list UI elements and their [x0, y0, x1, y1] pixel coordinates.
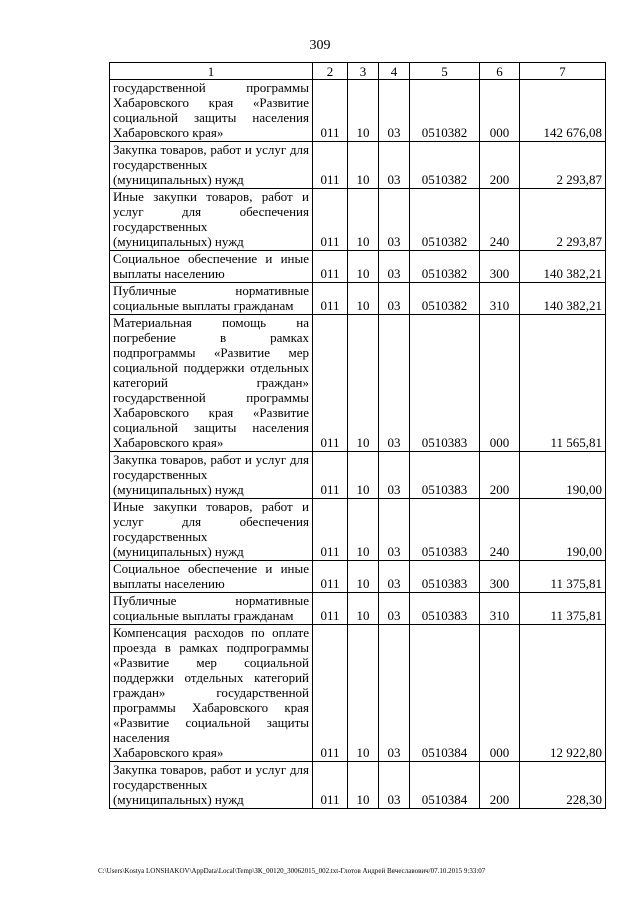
cell-c3: 10 — [348, 561, 379, 593]
cell-c5: 0510382 — [410, 189, 480, 251]
table-row — [110, 593, 606, 625]
cell-c3: 10 — [348, 189, 379, 251]
cell-c7: 142 676,08 — [520, 80, 606, 142]
row-name-line: государственных — [113, 529, 208, 544]
row-name-line: государственной программы — [113, 80, 309, 95]
row-name-cell — [110, 315, 313, 452]
cell-c2: 011 — [313, 499, 348, 561]
cell-c6: 240 — [480, 189, 520, 251]
row-name-line: подпрограммы «Развитие мер — [113, 640, 310, 670]
cell-c6: 000 — [480, 80, 520, 142]
row-name-line: Публичные нормативные — [113, 593, 309, 608]
row-name-line: социальной защиты населения — [113, 420, 309, 435]
cell-c2: 011 — [313, 251, 348, 283]
cell-c2: 011 — [313, 593, 348, 625]
row-name-line: государственной программы — [113, 685, 309, 715]
row-name-line: Иные закупки товаров, работ и — [113, 499, 309, 514]
cell-c3: 10 — [348, 283, 379, 315]
cell-c2: 011 — [313, 625, 348, 762]
cell-c4: 03 — [379, 315, 410, 452]
row-name-cell — [110, 625, 313, 762]
cell-c6: 240 — [480, 499, 520, 561]
row-name-line: Социальное обеспечение и иные — [113, 251, 309, 266]
row-name-line: (муниципальных) нужд — [113, 544, 244, 559]
row-name-line: подпрограммы «Развитие мер — [113, 345, 309, 360]
row-name-line: государственных — [113, 219, 208, 234]
cell-c5: 0510382 — [410, 283, 480, 315]
cell-c6: 300 — [480, 561, 520, 593]
cell-c4: 03 — [379, 762, 410, 809]
header-cell: 3 — [348, 63, 379, 80]
cell-c7: 2 293,87 — [520, 142, 606, 189]
cell-c7: 11 375,81 — [520, 593, 606, 625]
row-name-line: для государственных — [113, 762, 309, 792]
cell-c6: 310 — [480, 593, 520, 625]
header-cell: 1 — [110, 63, 313, 80]
cell-c7: 140 382,21 — [520, 283, 606, 315]
row-name-cell — [110, 593, 313, 625]
row-name-line: выплаты населению — [113, 266, 225, 281]
cell-c4: 03 — [379, 625, 410, 762]
cell-c4: 03 — [379, 561, 410, 593]
row-name-line: Иные закупки товаров, работ и — [113, 189, 309, 204]
cell-c4: 03 — [379, 80, 410, 142]
cell-c5: 0510383 — [410, 452, 480, 499]
row-name-line: оплате проезда в рамках — [113, 625, 309, 655]
cell-c2: 011 — [313, 80, 348, 142]
cell-c6: 000 — [480, 625, 520, 762]
row-name-cell — [110, 561, 313, 593]
table-row — [110, 452, 606, 499]
cell-c3: 10 — [348, 452, 379, 499]
row-name-line: Хабаровского края «Развитие — [113, 405, 309, 420]
row-name-cell — [110, 283, 313, 315]
cell-c7: 190,00 — [520, 452, 606, 499]
cell-c4: 03 — [379, 251, 410, 283]
cell-c5: 0510383 — [410, 499, 480, 561]
cell-c6: 000 — [480, 315, 520, 452]
cell-c2: 011 — [313, 315, 348, 452]
cell-c5: 0510383 — [410, 561, 480, 593]
header-cell: 7 — [520, 63, 606, 80]
cell-c3: 10 — [348, 80, 379, 142]
cell-c5: 0510382 — [410, 251, 480, 283]
table-row — [110, 283, 606, 315]
table-row — [110, 80, 606, 142]
cell-c5: 0510382 — [410, 80, 480, 142]
cell-c6: 200 — [480, 142, 520, 189]
row-name-cell — [110, 762, 313, 809]
row-name-line: (муниципальных) нужд — [113, 482, 244, 497]
row-name-line: Хабаровского края» — [113, 125, 224, 140]
cell-c7: 11 375,81 — [520, 561, 606, 593]
row-name-line: Публичные нормативные — [113, 283, 309, 298]
row-name-line: социальные выплаты гражданам — [113, 608, 294, 623]
row-name-cell — [110, 80, 313, 142]
cell-c7: 140 382,21 — [520, 251, 606, 283]
cell-c2: 011 — [313, 762, 348, 809]
row-name-line: социальной защиты населения — [113, 715, 310, 745]
row-name-line: социальной поддержки — [113, 655, 310, 685]
cell-c5: 0510382 — [410, 142, 480, 189]
cell-c4: 03 — [379, 142, 410, 189]
row-name-line: услуг для обеспечения — [113, 514, 309, 529]
cell-c6: 200 — [480, 762, 520, 809]
cell-c6: 200 — [480, 452, 520, 499]
row-name-line: социальные выплаты гражданам — [113, 298, 294, 313]
cell-c2: 011 — [313, 142, 348, 189]
table-row — [110, 189, 606, 251]
cell-c4: 03 — [379, 593, 410, 625]
row-name-line: Хабаровского края» — [113, 435, 224, 450]
cell-c5: 0510384 — [410, 762, 480, 809]
row-name-line: Хабаровского края «Развитие — [113, 700, 310, 730]
file-path-footer: C:\Users\Kostya LONSHAKOV\AppData\Local\Temp\ЗК_00120_30062015_002.txt-Глотов Андрей Вячеславович/07.10.2015 9:33:07 — [98, 867, 486, 875]
row-name-line: отдельных категорий граждан» — [113, 670, 309, 700]
table-row — [110, 251, 606, 283]
row-name-line: Хабаровского края» — [113, 745, 224, 760]
table-row — [110, 561, 606, 593]
row-name-cell — [110, 499, 313, 561]
row-name-cell — [110, 189, 313, 251]
cell-c3: 10 — [348, 762, 379, 809]
cell-c6: 310 — [480, 283, 520, 315]
row-name-line: для государственных — [113, 142, 309, 172]
cell-c4: 03 — [379, 499, 410, 561]
row-name-line: для государственных — [113, 452, 309, 482]
row-name-line: Закупка товаров, работ и услуг — [113, 142, 287, 157]
row-name-line: выплаты населению — [113, 576, 225, 591]
row-name-cell — [110, 251, 313, 283]
cell-c5: 0510383 — [410, 593, 480, 625]
page-number: 309 — [309, 38, 331, 53]
cell-c5: 0510384 — [410, 625, 480, 762]
header-cell: 4 — [379, 63, 410, 80]
cell-c7: 11 565,81 — [520, 315, 606, 452]
cell-c2: 011 — [313, 283, 348, 315]
row-name-line: Закупка товаров, работ и услуг — [113, 762, 287, 777]
row-name-line: Социальное обеспечение и иные — [113, 561, 309, 576]
row-name-line: Закупка товаров, работ и услуг — [113, 452, 287, 467]
row-name-line: социальной защиты населения — [113, 110, 309, 125]
cell-c7: 2 293,87 — [520, 189, 606, 251]
cell-c4: 03 — [379, 189, 410, 251]
row-name-line: отдельных категорий граждан» — [113, 360, 310, 390]
row-name-cell — [110, 452, 313, 499]
header-cell: 5 — [410, 63, 480, 80]
table-row — [110, 762, 606, 809]
cell-c3: 10 — [348, 142, 379, 189]
table-row — [110, 142, 606, 189]
row-name-cell — [110, 142, 313, 189]
row-name-line: Хабаровского края «Развитие — [113, 95, 309, 110]
cell-c6: 300 — [480, 251, 520, 283]
cell-c3: 10 — [348, 625, 379, 762]
cell-c3: 10 — [348, 593, 379, 625]
cell-c4: 03 — [379, 452, 410, 499]
row-name-line: Компенсация расходов по — [113, 625, 265, 640]
row-name-line: государственной программы — [113, 390, 309, 405]
header-cell: 2 — [313, 63, 348, 80]
row-name-line: услуг для обеспечения — [113, 204, 309, 219]
header-cell: 6 — [480, 63, 520, 80]
table-header-row — [110, 63, 606, 80]
cell-c5: 0510383 — [410, 315, 480, 452]
cell-c7: 190,00 — [520, 499, 606, 561]
row-name-line: (муниципальных) нужд — [113, 792, 244, 807]
cell-c2: 011 — [313, 452, 348, 499]
cell-c3: 10 — [348, 251, 379, 283]
table-row — [110, 499, 606, 561]
row-name-line: социальной поддержки — [113, 360, 245, 375]
cell-c2: 011 — [313, 189, 348, 251]
table-row — [110, 315, 606, 452]
budget-table — [109, 62, 606, 809]
row-name-line: погребение в рамках — [113, 330, 309, 345]
row-name-line: Материальная помощь на — [113, 315, 309, 330]
row-name-line: (муниципальных) нужд — [113, 234, 244, 249]
cell-c3: 10 — [348, 499, 379, 561]
cell-c7: 12 922,80 — [520, 625, 606, 762]
cell-c3: 10 — [348, 315, 379, 452]
cell-c7: 228,30 — [520, 762, 606, 809]
row-name-line: (муниципальных) нужд — [113, 172, 244, 187]
table-row — [110, 625, 606, 762]
cell-c4: 03 — [379, 283, 410, 315]
cell-c2: 011 — [313, 561, 348, 593]
